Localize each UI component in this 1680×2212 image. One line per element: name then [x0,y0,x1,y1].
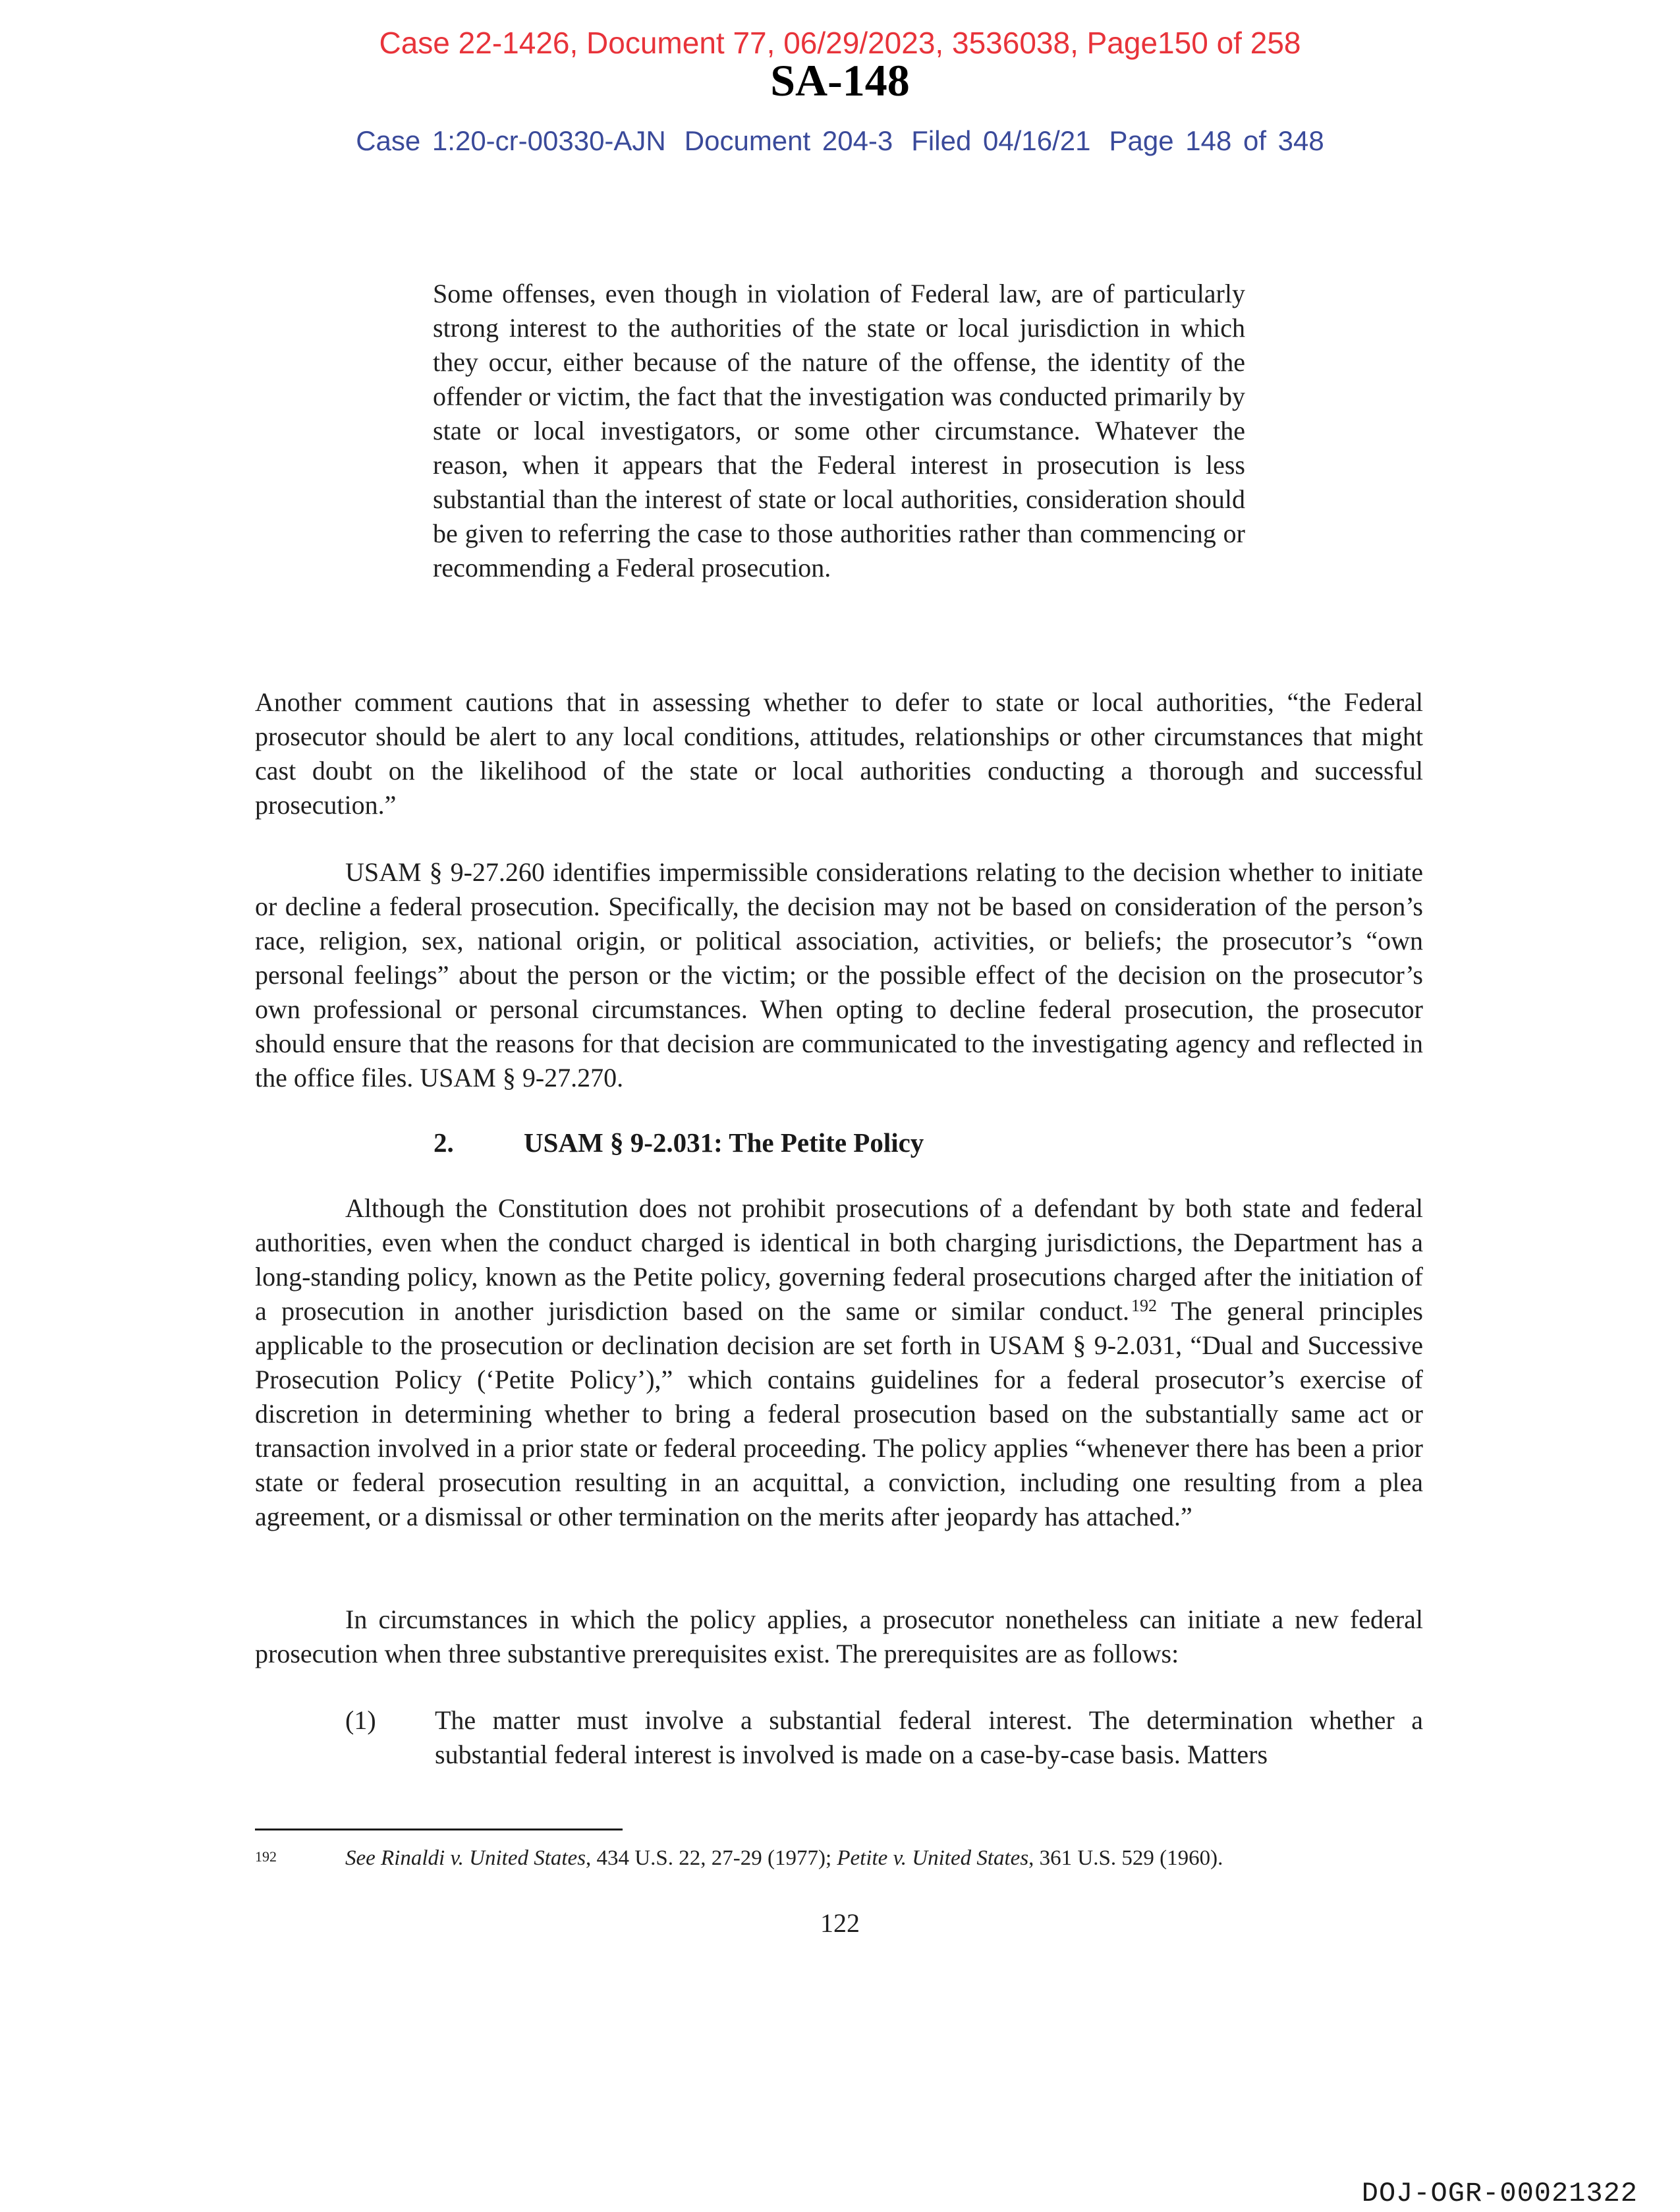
footnote [255,1845,1223,1871]
footnote-case-2-citation: , 361 U.S. 529 (1960). [1028,1846,1223,1870]
footnote-reference[interactable]: 192 [1131,1296,1157,1315]
footnote-case-2-name: Petite v. United States [837,1846,1029,1870]
block-quote: Some offenses, even though in violation of Federal law, are of particularly strong interest to the authorities of the state or local jurisdiction in which they occur, either because of the nature of the offense, the identity of the offender or victim, the fact that the investigation was conducted primarily by state or local investigators, or some other circumstance. Whatever the reason, when it appears that the Federal interest in prosecution is less substantial than the interest of state or local authorities, consideration should be given to referring the case to those authorities rather than commencing or recommending a Federal prosecution. [433,279,1245,582]
district-case-stamp [0,127,1680,155]
district-case-number: Case 1:20-cr-00330-AJN [356,125,666,156]
page-number: 122 [820,1908,860,1938]
district-filed-date: Filed 04/16/21 [911,125,1091,156]
section-number: 2. [434,1127,454,1158]
paragraph-prerequisites-intro: In circumstances in which the policy applies, a prosecutor nonetheless can initiate a new federal prosecution when three substantive prerequisites exist. The prerequisites are as follows: [255,1604,1423,1668]
paragraph-text-before-footnote: Although the Constitution does not prohibit prosecutions of a defendant by both state and federal authorities, even when the conduct charged is identical in both charging jurisdictions, the Department has a long-standing policy, known as the Petite policy, governing federal prosecutions charged after the initiation of a prosecution in another jurisdiction based on the same or similar conduct. [255,1193,1423,1326]
bates-number: DOJ-OGR-00021322 [1361,2178,1638,2209]
list-item-marker: (1) [345,1705,376,1735]
paragraph-petite-policy [255,1191,1423,1534]
footnote-divider [255,1829,623,1830]
footnote-number: 192 [255,1848,277,1865]
appellate-case-stamp: Case 22-1426, Document 77, 06/29/2023, 3536038, Page150 of 258 [379,26,1301,60]
footnote-case-1-citation: , 434 U.S. 22, 27-29 (1977); [586,1846,837,1870]
paragraph-deference-comment: Another comment cautions that in assessing whether to defer to state or local authorities, “the Federal prosecutor should be alert to any local conditions, attitudes, relationships or other circumstances that might cast doubt on the likelihood of the state or local authorities conducting a thorough and successful prosecution.” [255,687,1423,820]
section-title: USAM § 9-2.031: The Petite Policy [524,1127,924,1158]
paragraph-impermissible-considerations: USAM § 9-27.260 identifies impermissible considerations relating to the decision whether to initiate or decline a federal prosecution. Specifically, the decision may not be based on consideration of the person’s race, religion, sex, national origin, or political association, activities, or beliefs; the prosecutor’s “own personal feelings” about the person or the victim; or the possible effect of the decision on the prosecutor’s own professional or personal circumstances. When opting to decline federal prosecution, the prosecutor should ensure that the reasons for that decision are communicated to the investigating agency and reflected in the office files. USAM § 9-27.270. [255,857,1423,1092]
section-heading [434,1125,924,1160]
district-document-number: Document 204-3 [684,125,893,156]
footnote-case-1-name: See Rinaldi v. United States [345,1846,586,1870]
district-page-count: Page 148 of 348 [1109,125,1324,156]
footnote-text [345,1846,1223,1870]
list-item-text: The matter must involve a substantial federal interest. The determination whether a substantial federal interest is involved is made on a case-by-case basis. Matters [435,1705,1423,1769]
paragraph-text-after-footnote: The general principles applicable to the prosecution or declination decision are set forth in USAM § 9-2.031, “Dual and Successive Prosecution Policy (‘Petite Policy’),” which contains guidelines for a federal prosecutor’s exercise of discretion in determining whether to bring a federal prosecution based on the substantially same act or transaction involved in a prior state or federal proceeding. The policy applies “whenever there has been a prior state or federal prosecution resulting in an acquittal, a conviction, including one resulting from a plea agreement, or a dismissal or other termination on the merits after jeopardy has attached.” [255,1296,1423,1531]
appendix-page-label: SA-148 [770,55,910,105]
list-item [345,1703,1423,1772]
